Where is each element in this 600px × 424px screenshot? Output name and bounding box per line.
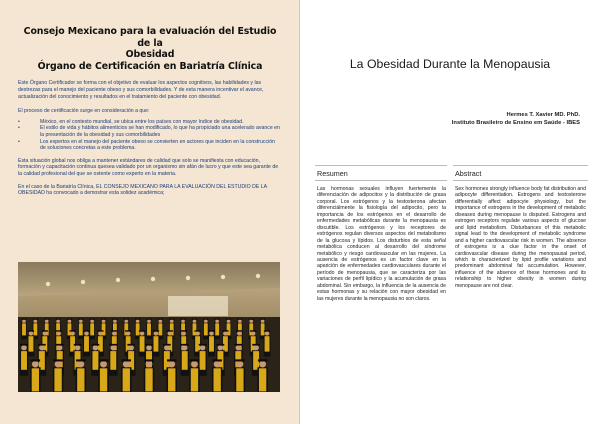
resumen-text: Las hormonas sexuales influyen fuertemente la diferenciación de adipocitos y la distribución de grasa corporal. Los estrógenos y la testosterona afectan diferenciálmente la fisiología del adipocito, pero la importancia de los estrógenos en el desarrollo de enfermedades metabólicas durante la menopausia es discutible. Los estrógenos y los receptores de estrógenos regulan diversos aspectos del metabolismo de la glucosa y lípidos. Los disturbios de esta señal metabólica conducen al desarrollo del síndrome metabólico y riesgo cardiovascular en las mujeres. La ausencia de estrógenos es un factor clave en la aparición de enfermedades cardiovasculares durante el período de menopausia, que se caracteriza por las variaciones de perfil lipídico y la acumulación de grasa abdominal. Sin embargo, la influencia de la ausencia de estas hormonas y su relación con mayor obesidad en las mujeres durante la menopausia no son claros. [317,186,446,302]
left-paragraph-2: El proceso de certificación surge en consideración a que: [18,108,150,115]
bullet-text: Los expertos en el manejo del paciente obeso se convierten en actores que inciden en la construcción de soluciones concretas a este problema. [40,138,276,152]
right-page [300,0,600,424]
abstract-rule [453,165,588,166]
left-title-line3: Órgano de Certificación en Bariatría Clínica [37,60,263,72]
list-item [18,139,282,152]
resumen-rule-lower [315,180,447,181]
abstract-heading: Abstract [455,169,482,178]
left-title-line1: Consejo Mexicano para la evaluación del Estudio de la [23,26,277,49]
abstract-rule-lower [453,180,588,181]
bullet-mark: • [18,125,20,132]
bullet-text: México, en el contexto mundial, se ubica entre los países con mayor índice de obesidad. [40,118,244,125]
graduation-photo-image [18,262,280,392]
author-affiliation: Instituto Brasileiro de Ensino em Saúde - IBES [451,119,580,126]
left-body [18,80,282,196]
bullet-mark: • [18,118,20,125]
list-item [18,125,282,138]
left-title-line2: Obesidad [125,49,175,61]
resumen-heading: Resumen [317,169,348,178]
left-title [18,26,282,72]
bullet-mark: • [18,138,20,145]
left-bullet-list [18,119,282,152]
author-name: Hermes T. Xavier MD. PhD. [506,112,580,118]
left-paragraph-4: En el caso de la Bariatría Clínica, EL CONSEJO MEXICANO PARA LA EVALUACIÓN DEL ESTUDIO DE LA OBESIDAD ha convocado a demostrar esta solidez académica; [18,183,267,197]
resumen-rule [315,165,447,166]
author-block [452,112,580,127]
list-item [18,119,282,126]
bullet-text: El estilo de vida y hábitos alimenticios se han modificado, lo que ha propiciado una acelerado avance en la presentación de la obesidad y sus comorbilidades [40,125,280,138]
graduation-photo [18,262,280,392]
abstract-text: Sex hormones strongly influence body fat distribution and adipocyte differentiation. Estrogens and testosterone differentially affect adipocyte physiology, but the importance of estrogens in the development of metabolic diseases during menopause is disputed. Estrogens and estrogen receptors regulate various aspects of glucose and lipid metabolism. Disturbances of this metabolic signal lead to the development of metabolic syndrome and a higher cardiovascular risk in women. The absence of estrogens is a clue factor in the onset of cardiovascular disease during the menopausal period, which is characterized by lipid profile variations and predominant abdominal fat accumulation. However, influence of the absence of these hormones and its relationship to higher obesity in women during menopause are not clear. [455,186,586,289]
left-paragraph-1: Este Órgano Certificador se forma con el objetivo de evaluar los aspectos cognitivos, las habilidades y las destrezas para el manejo del paciente obeso y sus comorbilidades. Y de esta manera incentivar el avance, actualización del conocimiento y resultados en el tratamiento del paciente con obesidad. [18,80,264,100]
article-title: La Obesidad Durante la Menopausia [349,57,551,71]
left-paragraph-3: Esta situación global nos obliga a mantener estándares de calidad que solo se manifiesta con educación, formación y capacitación continua quesea validado por un organismo sin afán de lucro y que este sea garante de la calidad profesional del que se ostente como experto en la materia. [18,157,279,177]
